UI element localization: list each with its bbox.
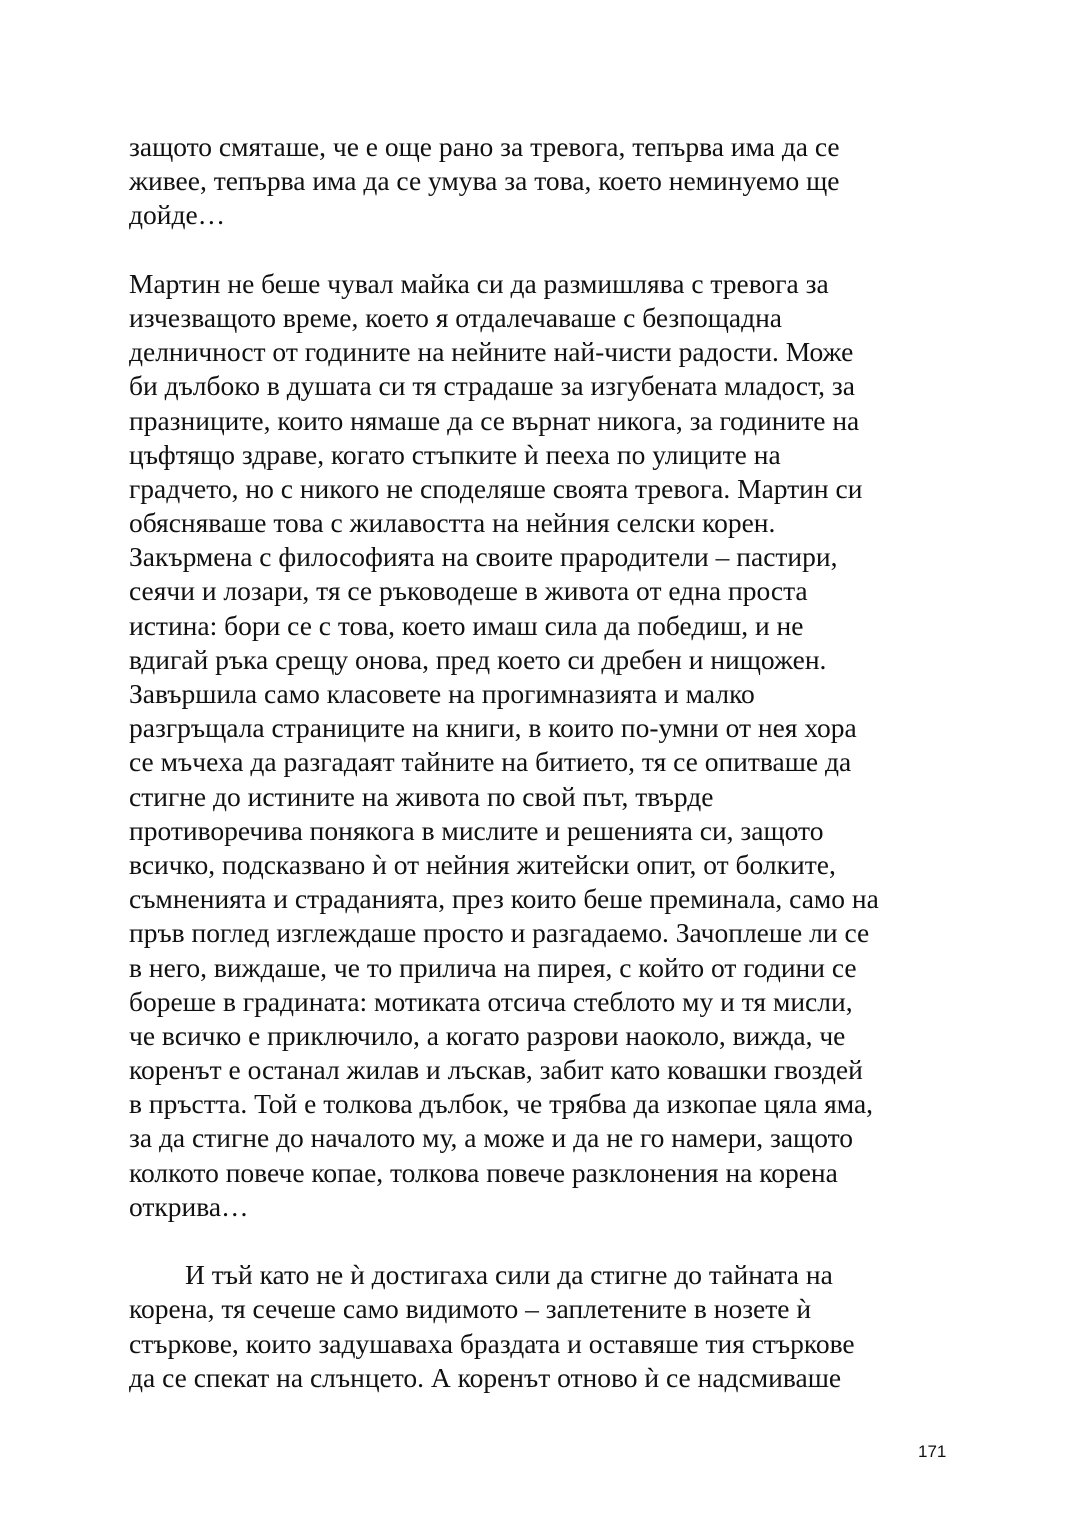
text-line: противоречива понякога в мислите и решенията си, защото xyxy=(129,814,824,846)
text-line: живее, тепърва има да се умува за това, което неминуемо ще xyxy=(129,165,840,197)
text-line xyxy=(129,1224,959,1258)
text-line: истина: бори се с това, което имаш сила да победиш, и не xyxy=(129,609,804,641)
text-line: защото смяташе, че е още рано за тревога, тепърва има да се xyxy=(129,131,840,162)
text-line: всичко, подсказвано ѝ от нейния житейски опит, от болките, xyxy=(129,848,836,880)
text-line: изчезващото време, което я отдалечаваше с безпощадна xyxy=(129,301,783,333)
page-number: 171 xyxy=(918,1442,947,1461)
text-line: за да стигне до началото му, а може и да не го намери, защото xyxy=(129,1122,854,1154)
paragraph-gap xyxy=(129,233,959,267)
text-line: стъркове, които задушаваха браздата и оставяше тия стъркове xyxy=(129,1327,855,1359)
text-line: делничност от годините на нейните най-чисти радости. Може xyxy=(129,336,854,368)
paragraph-2 xyxy=(129,267,959,1258)
body-text xyxy=(129,130,959,1395)
text-line: би дълбоко в душата си тя страдаше за изгубената младост, за xyxy=(129,370,855,402)
text-line: стигне до истините на живота по свой път, твърде xyxy=(129,780,714,812)
text-line: Закърмена с философията на своите прародители – пастири, xyxy=(129,541,838,573)
text-line: се мъчеха да разгадаят тайните на битието, тя се опитваше да xyxy=(129,746,852,778)
text-line: обясняваше това с жилавостта на нейния селски корен. xyxy=(129,507,776,539)
paragraph-3 xyxy=(129,1258,959,1395)
text-line: колкото повече копае, толкова повече разклонения на корена xyxy=(129,1156,838,1188)
paragraph-1 xyxy=(129,130,959,233)
text-line: съмненията и страданията, през които беше преминала, само на xyxy=(129,883,879,915)
text-line: корена, тя сечеше само видимото – заплетените в нозете ѝ xyxy=(129,1293,812,1325)
text-line: И тъй като не ѝ достигаха сили да стигне до тайната на xyxy=(185,1259,833,1291)
text-line: пръв поглед изглеждаше просто и разгадаемо. Зачоплеше ли се xyxy=(129,917,870,949)
text-line: сеячи и лозари, тя се ръководеше в живота от една проста xyxy=(129,575,808,607)
text-line: коренът е останал жилав и лъскав, забит като ковашки гвоздей xyxy=(129,1054,863,1086)
text-line: да се спекат на слънцето. А коренът отново ѝ се надсмиваше xyxy=(129,1361,842,1393)
text-line: бореше в градината: мотиката отсича стеблото му и тя мисли, xyxy=(129,985,853,1017)
text-line: цъфтящо здраве, когато стъпките ѝ пееха по улиците на xyxy=(129,438,781,470)
text-line: вдигай ръка срещу онова, пред което си дребен и нищожен. xyxy=(129,643,827,675)
text-line: дойде… xyxy=(129,199,226,231)
text-line: Завършила само класовете на прогимназията и малко xyxy=(129,678,755,709)
text-line: градчето, но с никого не споделяше своята тревога. Мартин си xyxy=(129,472,863,504)
text-line: че всичко е приключило, а когато разрови наоколо, вижда, че xyxy=(129,1019,846,1051)
text-line: в пръстта. Той е толкова дълбок, че трябва да изкопае цяла яма, xyxy=(129,1088,874,1120)
text-line: в него, виждаше, че то прилича на пирея, с който от години се xyxy=(129,951,857,983)
text-line: празниците, които нямаше да се върнат никога, за годините на xyxy=(129,404,860,436)
text-line: разгръщала страниците на книги, в които по-умни от нея хора xyxy=(129,712,857,744)
text-line: открива… xyxy=(129,1190,249,1222)
text-line: Мартин не беше чувал майка си да размишлява с тревога за xyxy=(129,267,829,299)
